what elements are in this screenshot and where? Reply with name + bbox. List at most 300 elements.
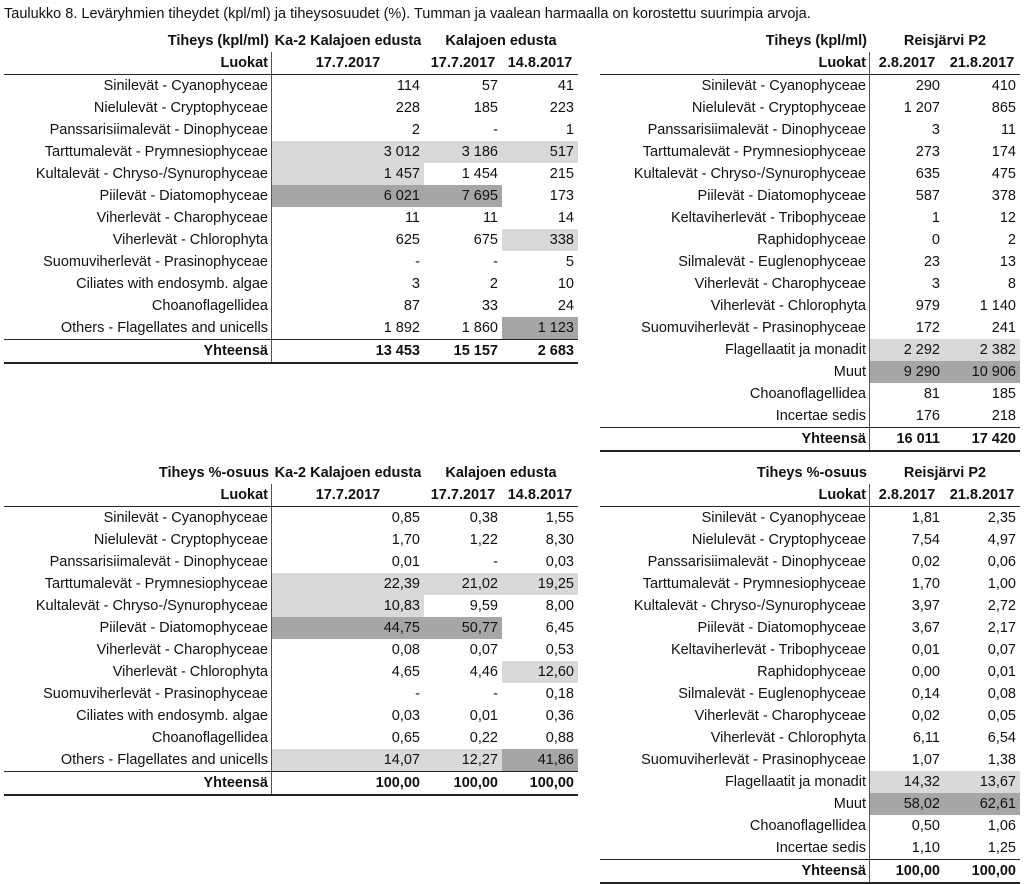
algae-class-label: Viherlevät - Charophyceae: [600, 705, 870, 727]
value-cell: 587: [915, 188, 940, 204]
column-header-row: [600, 52, 1020, 75]
algae-class-label: Tarttumalevät - Prymnesiophyceae: [600, 141, 870, 163]
value-cell: 33: [481, 298, 498, 314]
algae-class-label: Suomuviherlevät - Prasinophyceae: [4, 251, 272, 273]
table-row: [600, 507, 1020, 529]
table-row: [4, 573, 578, 595]
algae-class-label: Panssarisiimalevät - Dinophyceae: [600, 551, 870, 573]
value-cell: 215: [549, 166, 574, 182]
algae-class-label: Raphidophyceae: [600, 229, 870, 251]
value-cell: 11: [1000, 122, 1016, 138]
table-row: [4, 683, 578, 705]
table-row: [4, 207, 578, 229]
value-cell: 1,81: [911, 510, 940, 526]
classes-header: Luokat: [600, 52, 870, 74]
algae-class-label: Viherlevät - Chlorophyta: [600, 295, 870, 317]
value-cell: 0,01: [987, 664, 1016, 680]
table-caption: Taulukko 8. Leväryhmien tiheydet (kpl/ml) ja tiheysosuudet (%). Tumman ja vaalean harmaalla on korostettu suurimpia arvoja.: [4, 6, 811, 22]
station-header: Ka-2 Kalajoen edusta: [274, 465, 422, 481]
table-row: [600, 405, 1020, 427]
value-cell: 1,10: [911, 840, 940, 856]
value-cell: 410: [991, 78, 1016, 94]
algae-class-label: Suomuviherlevät - Prasinophyceae: [600, 317, 870, 339]
algae-class-label: Viherlevät - Charophyceae: [4, 639, 272, 661]
table-row: [600, 661, 1020, 683]
table-row: [4, 749, 578, 771]
value-cell: 0,06: [987, 554, 1016, 570]
total-value: 17 420: [971, 431, 1016, 447]
table-row: [600, 97, 1020, 119]
table-row: [600, 617, 1020, 639]
table-row: [600, 383, 1020, 405]
table-row: [600, 595, 1020, 617]
table-row: [4, 163, 578, 185]
value-cell: 2,35: [987, 510, 1016, 526]
table-row: [600, 727, 1020, 749]
classes-header: Luokat: [4, 484, 272, 506]
column-header-row: [4, 484, 578, 507]
table-row: [4, 595, 578, 617]
date-header: 14.8.2017: [507, 55, 573, 71]
value-cell: 2,17: [987, 620, 1016, 636]
value-cell: 8: [1007, 276, 1016, 292]
value-cell: 517: [502, 141, 578, 163]
algae-class-label: Tarttumalevät - Prymnesiophyceae: [600, 573, 870, 595]
table-row: [600, 163, 1020, 185]
column-header-row: [600, 484, 1020, 507]
table-row: [600, 837, 1020, 859]
value-cell: 865: [991, 100, 1016, 116]
table-row: [600, 793, 1020, 815]
value-cell: 11: [482, 210, 498, 226]
value-cell: 44,75: [272, 617, 424, 639]
algae-class-label: Piilevät - Diatomophyceae: [600, 617, 870, 639]
station-header: Reisjärvi P2: [903, 33, 987, 49]
algae-class-label: Viherlevät - Chlorophyta: [4, 229, 272, 251]
value-cell: 3,97: [911, 598, 940, 614]
station-header: Reisjärvi P2: [903, 465, 987, 481]
total-value: 15 157: [453, 343, 498, 359]
algae-class-label: Viherlevät - Charophyceae: [600, 273, 870, 295]
value-cell: 1 454: [461, 166, 498, 182]
table-row: [4, 185, 578, 207]
value-cell: 6,11: [912, 730, 940, 746]
table-row: [4, 661, 578, 683]
algae-class-label: Others - Flagellates and unicells: [4, 317, 272, 339]
measure-title: Tiheys %-osuus: [158, 465, 269, 481]
table-row: [4, 141, 578, 163]
table-row: [4, 727, 578, 749]
algae-class-label: Panssarisiimalevät - Dinophyceae: [600, 119, 870, 141]
value-cell: 2 382: [944, 339, 1020, 361]
algae-class-label: Piilevät - Diatomophyceae: [600, 185, 870, 207]
date-header: 21.8.2017: [949, 487, 1015, 503]
value-cell: 185: [473, 100, 498, 116]
table-row: [600, 639, 1020, 661]
value-cell: 1,55: [545, 510, 574, 526]
date-header: 21.8.2017: [949, 55, 1015, 71]
share-table-kalajoki: [4, 462, 578, 796]
algae-class-label: Piilevät - Diatomophyceae: [4, 617, 272, 639]
table-row: [600, 317, 1020, 339]
algae-class-label: Piilevät - Diatomophyceae: [4, 185, 272, 207]
date-header: 17.7.2017: [315, 487, 381, 503]
value-cell: -: [415, 254, 420, 270]
value-cell: -: [493, 254, 498, 270]
table-row: [600, 683, 1020, 705]
table-row: [600, 273, 1020, 295]
value-cell: 10,83: [272, 595, 424, 617]
value-cell: 0,14: [911, 686, 940, 702]
value-cell: 8,30: [545, 532, 574, 548]
table-row: [4, 295, 578, 317]
table-row: [600, 705, 1020, 727]
total-row: [4, 339, 578, 364]
value-cell: 0,18: [545, 686, 574, 702]
value-cell: 7 695: [424, 185, 502, 207]
value-cell: 218: [991, 408, 1016, 424]
value-cell: 0,00: [911, 664, 940, 680]
total-row: [600, 427, 1020, 452]
classes-header: Luokat: [600, 484, 870, 506]
algae-class-label: Kultalevät - Chryso-/Synurophyceae: [4, 163, 272, 185]
table-row: [4, 529, 578, 551]
value-cell: 174: [991, 144, 1016, 160]
value-cell: 1,38: [987, 752, 1016, 768]
total-label: Yhteensä: [600, 428, 870, 450]
value-cell: 12,60: [502, 661, 578, 683]
algae-class-label: Muut: [600, 361, 870, 383]
value-cell: 338: [502, 229, 578, 251]
date-header: 17.7.2017: [430, 487, 496, 503]
value-cell: 3 186: [424, 141, 502, 163]
value-cell: 12,27: [424, 749, 502, 771]
value-cell: 176: [915, 408, 940, 424]
value-cell: 0,88: [545, 730, 574, 746]
value-cell: 21,02: [424, 573, 502, 595]
value-cell: 8,00: [545, 598, 574, 614]
total-value: 16 011: [896, 431, 940, 447]
value-cell: 57: [481, 78, 498, 94]
measure-title: Tiheys (kpl/ml): [167, 33, 269, 49]
value-cell: 14,07: [272, 749, 424, 771]
value-cell: 1: [565, 122, 574, 138]
algae-class-label: Tarttumalevät - Prymnesiophyceae: [4, 141, 272, 163]
value-cell: 0,03: [545, 554, 574, 570]
value-cell: 0,01: [391, 554, 420, 570]
classes-header: Luokat: [4, 52, 272, 74]
algae-class-label: Sinilevät - Cyanophyceae: [4, 507, 272, 529]
value-cell: 979: [915, 298, 940, 314]
station-header: Kalajoen edusta: [445, 33, 557, 49]
table-row: [4, 507, 578, 529]
value-cell: 0,85: [391, 510, 420, 526]
value-cell: 625: [395, 232, 420, 248]
density-table-reisjarvi: [600, 30, 1020, 452]
value-cell: 0,08: [987, 686, 1016, 702]
algae-class-label: Sinilevät - Cyanophyceae: [4, 75, 272, 97]
table-row: [4, 317, 578, 339]
value-cell: 2: [411, 122, 420, 138]
value-cell: 81: [923, 386, 940, 402]
date-header: 17.7.2017: [315, 55, 381, 71]
date-header: 2.8.2017: [878, 487, 936, 503]
algae-class-label: Kultalevät - Chryso-/Synurophyceae: [600, 595, 870, 617]
value-cell: 223: [549, 100, 574, 116]
value-cell: 13,67: [944, 771, 1020, 793]
algae-class-label: Viherlevät - Chlorophyta: [600, 727, 870, 749]
table-row: [600, 207, 1020, 229]
algae-class-label: Flagellaatit ja monadit: [600, 339, 870, 361]
table-row: [4, 251, 578, 273]
density-table-kalajoki: [4, 30, 578, 364]
table-row: [600, 229, 1020, 251]
value-cell: 6,54: [987, 730, 1016, 746]
value-cell: 1 207: [903, 100, 940, 116]
value-cell: 172: [915, 320, 940, 336]
algae-class-label: Viherlevät - Charophyceae: [4, 207, 272, 229]
value-cell: 241: [991, 320, 1016, 336]
value-cell: 24: [557, 298, 574, 314]
algae-class-label: Sinilevät - Cyanophyceae: [600, 507, 870, 529]
value-cell: 173: [549, 188, 574, 204]
table-row: [600, 75, 1020, 97]
algae-class-label: Panssarisiimalevät - Dinophyceae: [4, 551, 272, 573]
value-cell: 87: [403, 298, 420, 314]
value-cell: 0,02: [911, 708, 940, 724]
value-cell: 22,39: [272, 573, 424, 595]
value-cell: 14: [557, 210, 574, 226]
algae-class-label: Silmalevät - Euglenophyceae: [600, 251, 870, 273]
table-row: [4, 75, 578, 97]
value-cell: 6,45: [545, 620, 574, 636]
value-cell: 7,54: [911, 532, 940, 548]
total-value: 2 683: [537, 343, 574, 359]
value-cell: 475: [991, 166, 1016, 182]
value-cell: 290: [915, 78, 940, 94]
value-cell: 0,65: [391, 730, 420, 746]
value-cell: 4,97: [987, 532, 1016, 548]
value-cell: -: [493, 686, 498, 702]
value-cell: 1 892: [383, 320, 420, 336]
total-value: 100,00: [529, 775, 574, 791]
algae-class-label: Ciliates with endosymb. algae: [4, 273, 272, 295]
algae-class-label: Sinilevät - Cyanophyceae: [600, 75, 870, 97]
value-cell: 635: [915, 166, 940, 182]
total-value: 100,00: [375, 775, 420, 791]
value-cell: 1,22: [469, 532, 498, 548]
value-cell: 1,07: [911, 752, 940, 768]
table-row: [600, 119, 1020, 141]
share-table-reisjarvi: [600, 462, 1020, 884]
algae-class-label: Choanoflagellidea: [4, 295, 272, 317]
value-cell: 0,36: [545, 708, 574, 724]
group-header-row: [4, 30, 578, 52]
date-header: 14.8.2017: [507, 487, 573, 503]
value-cell: 3 012: [272, 141, 424, 163]
value-cell: -: [493, 554, 498, 570]
value-cell: 0,53: [545, 642, 574, 658]
algae-class-label: Flagellaatit ja monadit: [600, 771, 870, 793]
algae-class-label: Nielulevät - Cryptophyceae: [600, 529, 870, 551]
value-cell: 273: [915, 144, 940, 160]
algae-class-label: Incertae sedis: [600, 405, 870, 427]
date-header: 2.8.2017: [878, 55, 936, 71]
value-cell: 1,70: [391, 532, 420, 548]
value-cell: 41: [557, 78, 574, 94]
value-cell: 2,72: [987, 598, 1016, 614]
algae-class-label: Panssarisiimalevät - Dinophyceae: [4, 119, 272, 141]
algae-class-label: Choanoflagellidea: [600, 383, 870, 405]
station-header: Ka-2 Kalajoen edusta: [274, 33, 422, 49]
value-cell: 10 906: [944, 361, 1020, 383]
value-cell: 41,86: [502, 749, 578, 771]
value-cell: 13: [999, 254, 1016, 270]
algae-class-label: Silmalevät - Euglenophyceae: [600, 683, 870, 705]
value-cell: 185: [991, 386, 1016, 402]
value-cell: 1 457: [272, 163, 424, 185]
algae-class-label: Muut: [600, 793, 870, 815]
value-cell: 19,25: [502, 573, 578, 595]
total-value: 100,00: [453, 775, 498, 791]
value-cell: 0,05: [987, 708, 1016, 724]
value-cell: -: [415, 686, 420, 702]
value-cell: 1,00: [987, 576, 1016, 592]
table-row: [600, 141, 1020, 163]
algae-class-label: Choanoflagellidea: [600, 815, 870, 837]
algae-class-label: Incertae sedis: [600, 837, 870, 859]
total-row: [4, 771, 578, 796]
value-cell: 9 290: [870, 361, 944, 383]
station-header: Kalajoen edusta: [445, 465, 557, 481]
value-cell: 3: [411, 276, 420, 292]
value-cell: 0,38: [469, 510, 498, 526]
value-cell: 2 292: [870, 339, 944, 361]
value-cell: 4,46: [469, 664, 498, 680]
value-cell: 1,25: [987, 840, 1016, 856]
algae-class-label: Keltaviherlevät - Tribophyceae: [600, 639, 870, 661]
algae-class-label: Nielulevät - Cryptophyceae: [600, 97, 870, 119]
value-cell: 2: [489, 276, 498, 292]
table-row: [600, 771, 1020, 793]
value-cell: 1 123: [502, 317, 578, 339]
value-cell: 0,08: [391, 642, 420, 658]
value-cell: 1 860: [461, 320, 498, 336]
algae-class-label: Ciliates with endosymb. algae: [4, 705, 272, 727]
value-cell: 23: [923, 254, 940, 270]
algae-class-label: Tarttumalevät - Prymnesiophyceae: [4, 573, 272, 595]
value-cell: 3: [931, 122, 940, 138]
algae-class-label: Kultalevät - Chryso-/Synurophyceae: [4, 595, 272, 617]
value-cell: 3: [931, 276, 940, 292]
table-row: [600, 573, 1020, 595]
value-cell: 3,67: [911, 620, 940, 636]
measure-title: Tiheys %-osuus: [756, 465, 867, 481]
table-row: [600, 251, 1020, 273]
group-header-row: [600, 30, 1020, 52]
total-value: 100,00: [971, 863, 1016, 879]
value-cell: 6 021: [272, 185, 424, 207]
algae-class-label: Kultalevät - Chryso-/Synurophyceae: [600, 163, 870, 185]
group-header-row: [4, 462, 578, 484]
value-cell: 2: [1007, 232, 1016, 248]
total-row: [600, 859, 1020, 884]
value-cell: 0,07: [469, 642, 498, 658]
total-value: 13 453: [375, 343, 420, 359]
value-cell: 1,06: [987, 818, 1016, 834]
table-row: [600, 529, 1020, 551]
table-row: [4, 639, 578, 661]
value-cell: 228: [395, 100, 420, 116]
value-cell: 62,61: [944, 793, 1020, 815]
value-cell: 9,59: [469, 598, 498, 614]
value-cell: 5: [565, 254, 574, 270]
table-row: [600, 551, 1020, 573]
value-cell: 1: [931, 210, 940, 226]
value-cell: 58,02: [870, 793, 944, 815]
algae-class-label: Suomuviherlevät - Prasinophyceae: [4, 683, 272, 705]
table-row: [4, 229, 578, 251]
algae-class-label: Suomuviherlevät - Prasinophyceae: [600, 749, 870, 771]
value-cell: 4,65: [391, 664, 420, 680]
value-cell: 0,07: [987, 642, 1016, 658]
date-header: 17.7.2017: [430, 55, 496, 71]
total-label: Yhteensä: [600, 860, 870, 882]
value-cell: 0,22: [469, 730, 498, 746]
algae-class-label: Nielulevät - Cryptophyceae: [4, 529, 272, 551]
value-cell: 0,03: [391, 708, 420, 724]
table-row: [600, 185, 1020, 207]
value-cell: 14,32: [870, 771, 944, 793]
total-value: 100,00: [895, 863, 940, 879]
algae-class-label: Raphidophyceae: [600, 661, 870, 683]
value-cell: -: [493, 122, 498, 138]
value-cell: 10: [557, 276, 574, 292]
value-cell: 12: [999, 210, 1016, 226]
algae-class-label: Viherlevät - Chlorophyta: [4, 661, 272, 683]
table-row: [600, 339, 1020, 361]
value-cell: 378: [991, 188, 1016, 204]
value-cell: 11: [404, 210, 420, 226]
table-row: [600, 815, 1020, 837]
table-row: [4, 119, 578, 141]
algae-class-label: Choanoflagellidea: [4, 727, 272, 749]
total-label: Yhteensä: [4, 772, 272, 794]
value-cell: 0,02: [911, 554, 940, 570]
value-cell: 114: [396, 78, 420, 94]
table-row: [4, 551, 578, 573]
group-header-row: [600, 462, 1020, 484]
measure-title: Tiheys (kpl/ml): [765, 33, 867, 49]
table-row: [4, 705, 578, 727]
value-cell: 0,01: [911, 642, 940, 658]
table-row: [600, 295, 1020, 317]
algae-class-label: Nielulevät - Cryptophyceae: [4, 97, 272, 119]
total-label: Yhteensä: [4, 340, 272, 362]
algae-class-label: Others - Flagellates and unicells: [4, 749, 272, 771]
value-cell: 50,77: [424, 617, 502, 639]
table-row: [4, 273, 578, 295]
algae-class-label: Keltaviherlevät - Tribophyceae: [600, 207, 870, 229]
value-cell: 0,50: [911, 818, 940, 834]
value-cell: 675: [473, 232, 498, 248]
value-cell: 0: [931, 232, 940, 248]
column-header-row: [4, 52, 578, 75]
table-row: [4, 617, 578, 639]
value-cell: 0,01: [469, 708, 498, 724]
table-row: [600, 749, 1020, 771]
table-row: [4, 97, 578, 119]
